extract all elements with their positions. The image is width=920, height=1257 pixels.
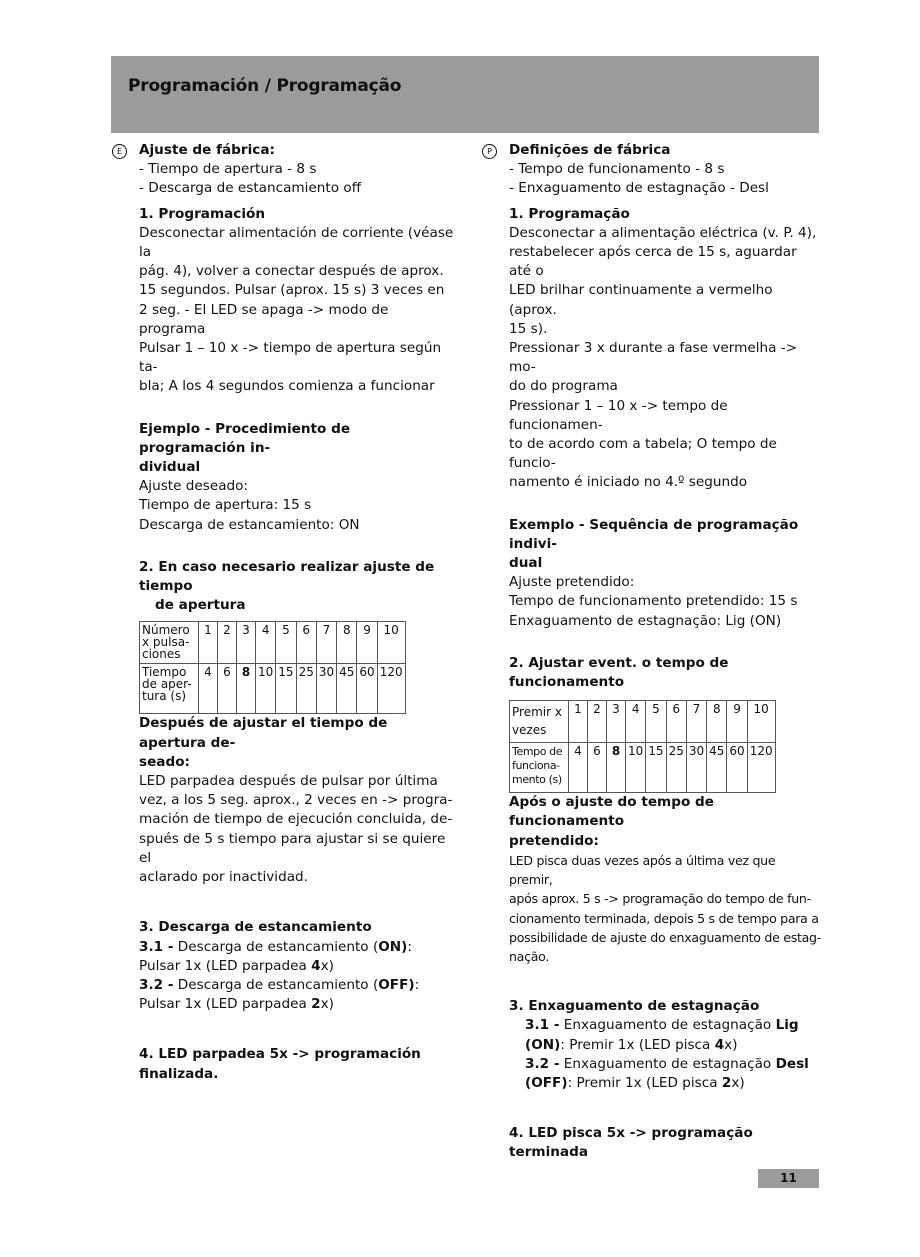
example-text: Tiempo de apertura: 15 s: [139, 497, 312, 514]
row-label-presses: Premir x vezes: [510, 701, 569, 743]
table-cell: 120: [377, 664, 405, 714]
after-title: Después de ajustar el tiempo de apertura de-: [139, 715, 388, 751]
table-cell: 4: [569, 743, 588, 793]
language-badge-icon: E: [112, 144, 127, 159]
step1-text: 15 segundos. Pulsar (aprox. 15 s) 3 veces en: [139, 282, 445, 299]
table-cell: 60: [727, 743, 747, 793]
table-cell: 2: [218, 622, 237, 664]
table-cell: 9: [357, 622, 377, 664]
table-cell: 5: [276, 622, 296, 664]
step2-title: de apertura: [155, 597, 246, 614]
step3-title: 3. Enxaguamento de estagnação: [509, 998, 760, 1015]
portuguese-column: [487, 141, 821, 1163]
table-cell: 15: [646, 743, 666, 793]
after-title: Após o ajuste do tempo de funcionamento: [509, 794, 714, 830]
table-cell: 4: [256, 622, 276, 664]
row-label-presses: Número x pulsa- ciones: [140, 622, 199, 664]
table-cell: 6: [588, 743, 607, 793]
page-header: [111, 56, 819, 133]
step1-text: Pressionar 1 – 10 x -> tempo de funcionamen-: [509, 397, 728, 433]
step1-text: 2 seg. - El LED se apaga -> modo de programa: [139, 301, 389, 337]
table-cell: 10: [377, 622, 405, 664]
step1-text: pág. 4), volver a conectar después de aprox.: [139, 263, 444, 280]
table-cell: 4: [626, 701, 646, 743]
step3-2-detail: Pulsar 1x (LED parpadea 2x): [139, 996, 334, 1013]
example-text: Ajuste deseado:: [139, 478, 249, 495]
table-cell: 45: [337, 664, 357, 714]
after-text: LED parpadea después de pulsar por última: [139, 773, 438, 790]
step3-2-detail: (OFF): Premir 1x (LED pisca 2x): [525, 1074, 745, 1091]
step3-2: 3.2 - Enxaguamento de estagnação Desl: [525, 1055, 809, 1072]
after-text: possibilidade de ajuste do enxaguamento de estag-: [509, 929, 821, 945]
table-cell: 1: [569, 701, 588, 743]
example-title: Ejemplo - Procedimiento de programación in-: [139, 420, 351, 456]
run-time-table: [509, 700, 776, 793]
after-text: mación de tiempo de ejecución concluida, de-: [139, 811, 453, 828]
factory-item: - Enxaguamento de estagnação - Desl: [509, 180, 769, 197]
spanish-column: [116, 141, 457, 1084]
factory-settings-title: Definições de fábrica: [509, 142, 671, 158]
table-cell: 1: [199, 622, 218, 664]
table-cell: 7: [686, 701, 706, 743]
opening-time-table: [139, 621, 406, 714]
table-cell: 6: [296, 622, 316, 664]
step3-1-detail: Pulsar 1x (LED parpadea 4x): [139, 957, 334, 974]
factory-settings-title: Ajuste de fábrica:: [139, 142, 275, 158]
step2-title: 2. Ajustar event. o tempo de funcionamento: [509, 654, 729, 691]
table-cell: 10: [256, 664, 276, 714]
table-cell: 9: [727, 701, 747, 743]
table-cell: 2: [588, 701, 607, 743]
step2-title: 2. En caso necesario realizar ajuste de tiempo: [139, 558, 435, 595]
table-cell: 3: [237, 622, 256, 664]
after-text: nação.: [509, 948, 550, 964]
table-cell: 15: [276, 664, 296, 714]
table-cell: 10: [747, 701, 775, 743]
after-title: pretendido:: [509, 832, 599, 849]
table-cell: 8: [337, 622, 357, 664]
table-cell: 60: [357, 664, 377, 714]
after-text: cionamento terminada, depois 5 s de tempo para a: [509, 910, 819, 926]
factory-item: - Tiempo de apertura - 8 s: [139, 161, 317, 178]
row-label-time: Tempo de funciona- mento (s): [510, 743, 569, 793]
step4-title: 4. LED parpadea 5x -> programación finalizada.: [139, 1046, 421, 1082]
table-cell: 7: [316, 622, 336, 664]
table-cell: 8: [707, 701, 727, 743]
table-cell: 6: [218, 664, 237, 714]
step1-text: to de acordo com a tabela; O tempo de funcio-: [509, 436, 777, 472]
after-title: seado:: [139, 753, 190, 770]
after-text: aclarado por inactividad.: [139, 869, 308, 886]
after-text: após aprox. 5 s -> programação do tempo de fun-: [509, 891, 811, 907]
factory-item: - Descarga de estancamiento off: [139, 180, 362, 197]
step3-2: 3.2 - Descarga de estancamiento (OFF):: [139, 976, 420, 993]
step1-text: restabelecer após cerca de 15 s, aguardar até o: [509, 244, 797, 280]
step1-title: 1. Programación: [139, 205, 266, 222]
page-title: Programación / Programação: [128, 76, 402, 96]
table-cell-highlight: 8: [237, 664, 256, 714]
factory-item: - Tempo de funcionamento - 8 s: [509, 161, 725, 178]
after-text: vez, a los 5 seg. aprox., 2 veces en -> progra-: [139, 792, 453, 809]
step1-text: 15 s).: [509, 320, 548, 337]
step1-text: bla; A los 4 segundos comienza a funcionar: [139, 378, 435, 395]
table-cell-highlight: 8: [607, 743, 626, 793]
table-cell: 25: [666, 743, 686, 793]
table-cell: 45: [707, 743, 727, 793]
table-cell: 10: [626, 743, 646, 793]
table-cell: 25: [296, 664, 316, 714]
language-badge-icon: P: [482, 144, 497, 159]
step1-title: 1. Programação: [509, 205, 630, 222]
step3-1-detail: (ON): Premir 1x (LED pisca 4x): [525, 1036, 738, 1053]
step1-text: Desconectar a alimentação eléctrica (v. P. 4),: [509, 224, 817, 241]
example-text: Descarga de estancamiento: ON: [139, 516, 360, 533]
table-cell: 5: [646, 701, 666, 743]
step1-text: namento é iniciado no 4.º segundo: [509, 474, 748, 491]
example-title: dual: [509, 555, 543, 572]
step1-text: LED brilhar continuamente a vermelho (aprox.: [509, 282, 773, 318]
example-text: Enxaguamento de estagnação: Lig (ON): [509, 612, 782, 629]
step1-text: Pressionar 3 x durante a fase vermelha -> mo-: [509, 340, 798, 376]
table-cell: 4: [199, 664, 218, 714]
step3-1: 3.1 - Descarga de estancamiento (ON):: [139, 938, 412, 955]
table-cell: 120: [747, 743, 775, 793]
after-text: LED pisca duas vezes após a última vez que premir,: [509, 852, 776, 888]
step1-text: Pulsar 1 – 10 x -> tiempo de apertura según ta-: [139, 340, 442, 376]
step3-title: 3. Descarga de estancamiento: [139, 919, 372, 936]
step3-1: 3.1 - Enxaguamento de estagnação Lig: [525, 1017, 799, 1034]
after-text: spués de 5 s tiempo para ajustar si se quiere el: [139, 830, 446, 866]
example-title: dividual: [139, 459, 201, 476]
table-cell: 6: [666, 701, 686, 743]
example-text: Ajuste pretendido:: [509, 574, 635, 591]
table-cell: 3: [607, 701, 626, 743]
page-number: 11: [758, 1169, 819, 1188]
step1-text: Desconectar alimentación de corriente (véase la: [139, 224, 454, 261]
table-cell: 30: [316, 664, 336, 714]
table-cell: 30: [686, 743, 706, 793]
step1-text: do do programa: [509, 378, 618, 395]
row-label-time: Tiempo de aper- tura (s): [140, 664, 199, 714]
step4-title: 4. LED pisca 5x -> programação terminada: [509, 1125, 753, 1161]
example-text: Tempo de funcionamento pretendido: 15 s: [509, 593, 798, 610]
example-title: Exemplo - Sequência de programação indivi-: [509, 516, 799, 552]
